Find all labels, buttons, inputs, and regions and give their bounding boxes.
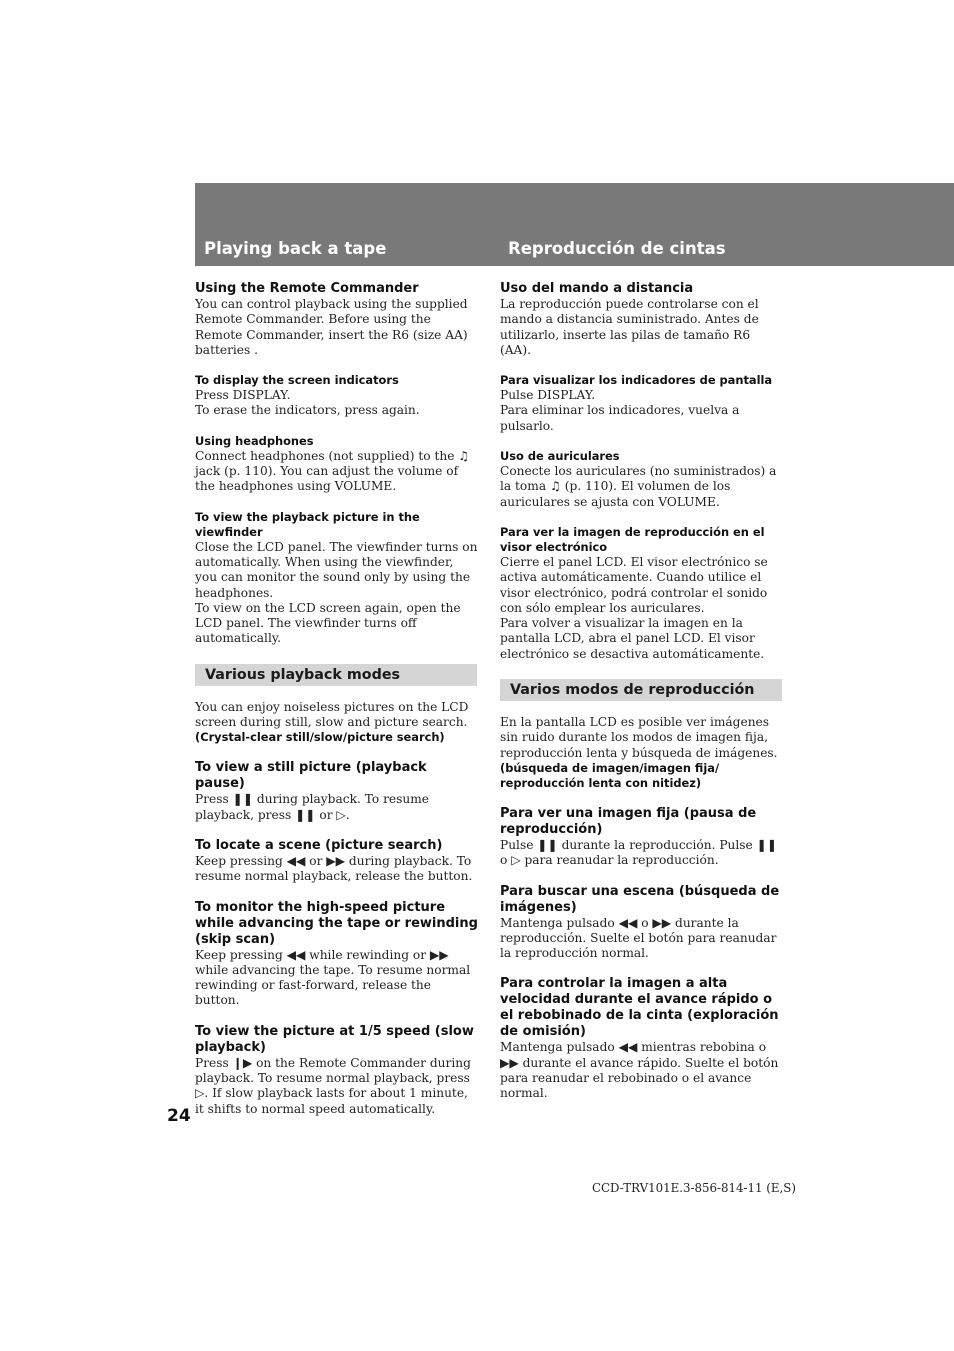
- playback-modes-note: (Crystal-clear still/slow/picture search): [195, 730, 445, 745]
- picture-search-text: Keep pressing ◀◀ or ▶▶ during playback. To resume normal playback, release the button.: [195, 853, 473, 884]
- remote-commander-text-es: La reproducción puede controlarse con el mando a distancia suministrado. Antes de utilizarlo, inserte las pilas de tamaño R6 (AA).: [500, 297, 759, 357]
- skip-scan-text-es: Mantenga pulsado ◀◀ mientras rebobina o ▶▶ durante el avance rápido. Suelte el botón para reanudar el rebobinado o el avance normal.: [500, 1040, 779, 1101]
- slow-playback-heading: To view the picture at 1/5 speed (slow playback): [195, 1023, 474, 1055]
- screen-indicators-heading: To display the screen indicators: [195, 373, 399, 388]
- still-picture-heading: To view a still picture (playback pause): [195, 760, 427, 792]
- viewfinder-heading: To view the playback picture in the viewfinder: [195, 509, 420, 539]
- skip-scan-heading-es: Para controlar la imagen a alta velocidad durante el avance rápido o el rebobinado de la cinta (exploración de omisión): [500, 976, 779, 1040]
- remote-commander-heading: Using the Remote Commander: [195, 281, 419, 296]
- remote-commander-heading-es: Uso del mando a distancia: [500, 281, 694, 296]
- footer-code: CCD-TRV101E.3-856-814-11 (E,S): [592, 1181, 796, 1195]
- playback-modes-text: You can enjoy noiseless pictures on the LCD screen during still, slow and picture search.: [195, 699, 469, 730]
- remote-commander-text: You can control playback using the supplied Remote Commander. Before using the Remote Commander, insert the R6 (size AA) batteries .: [195, 297, 468, 357]
- headphones-text-es: Conecte los auriculares (no suministrados) a la toma ♫ (p. 110). El volumen de los auriculares se ajusta con VOLUME.: [500, 464, 777, 509]
- picture-search-text-es: Mantenga pulsado ◀◀ o ▶▶ durante la reproducción. Suelte el botón para reanudar la reproducción normal.: [500, 915, 777, 961]
- slow-playback-text: Press ❙▶ on the Remote Commander during playback. To resume normal playback, press ▷. If slow playback lasts for about 1 minute, it shifts to normal speed automatically.: [195, 1055, 471, 1116]
- screen-indicators-heading-es: Para visualizar los indicadores de pantalla: [500, 373, 773, 388]
- playback-modes-section-bar: Various playback modes: [195, 664, 477, 686]
- page-title-en: Playing back a tape: [204, 239, 387, 258]
- viewfinder-lcd-text: To view on the LCD screen again, open the LCD panel. The viewfinder turns off automatically.: [195, 600, 461, 646]
- playback-modes-text-es: En la pantalla LCD es posible ver imágenes sin ruido durante los modos de imagen fija, reproducción lenta y búsqueda de imágenes.: [500, 715, 778, 760]
- page-title-es: Reproducción de cintas: [508, 239, 726, 258]
- skip-scan-heading: To monitor the high-speed picture while advancing the tape or rewinding (skip scan): [195, 899, 478, 947]
- still-picture-text: Press ❚❚ during playback. To resume playback, press ❚❚ or ▷.: [195, 792, 430, 822]
- skip-scan-text: Keep pressing ◀◀ while rewinding or ▶▶ while advancing the tape. To resume normal rewinding or fast-forward, release the button.: [195, 947, 471, 1008]
- screen-indicators-text: Press DISPLAY.: [195, 388, 291, 403]
- viewfinder-text-es: Cierre el panel LCD. El visor electrónico se activa automáticamente. Cuando utilice el visor electrónico, podrá controlar el sonido con sólo emplear los auriculares.: [500, 554, 768, 615]
- still-picture-text-es: Pulse ❚❚ durante la reproducción. Pulse ❚❚ o ▷ para reanudar la reproducción.: [500, 837, 778, 868]
- viewfinder-heading-es: Para ver la imagen de reproducción en el visor electrónico: [500, 524, 765, 554]
- playback-modes-note-es: (búsqueda de imagen/imagen fija/ reproducción lenta con nitidez): [500, 760, 720, 790]
- headphones-text: Connect headphones (not supplied) to the ♫ jack (p. 110). You can adjust the volume of the headphones using VOLUME.: [195, 448, 470, 494]
- viewfinder-lcd-text-es: Para volver a visualizar la imagen en la pantalla LCD, abra el panel LCD. El visor electrónico se desactiva automáticamente.: [500, 616, 765, 661]
- spanish-column: [500, 281, 784, 1102]
- screen-indicators-erase-text-es: Para eliminar los indicadores, vuelva a pulsarlo.: [500, 403, 740, 433]
- picture-search-heading-es: Para buscar una escena (búsqueda de imágenes): [500, 883, 780, 915]
- english-column: [195, 281, 479, 1117]
- page-number: 24: [167, 1106, 191, 1126]
- viewfinder-text: Close the LCD panel. The viewfinder turns on automatically. When using the viewfinder, you can monitor the sound only by using the headphones.: [195, 539, 478, 600]
- playback-modes-section-bar-es: Varios modos de reproducción: [500, 679, 782, 701]
- screen-indicators-erase-text: To erase the indicators, press again.: [195, 403, 420, 418]
- screen-indicators-text-es: Pulse DISPLAY.: [500, 388, 596, 403]
- headphones-heading-es: Uso de auriculares: [500, 449, 620, 464]
- headphones-heading: Using headphones: [195, 433, 314, 448]
- still-picture-heading-es: Para ver una imagen fija (pausa de reproducción): [500, 805, 757, 837]
- picture-search-heading: To locate a scene (picture search): [195, 837, 443, 853]
